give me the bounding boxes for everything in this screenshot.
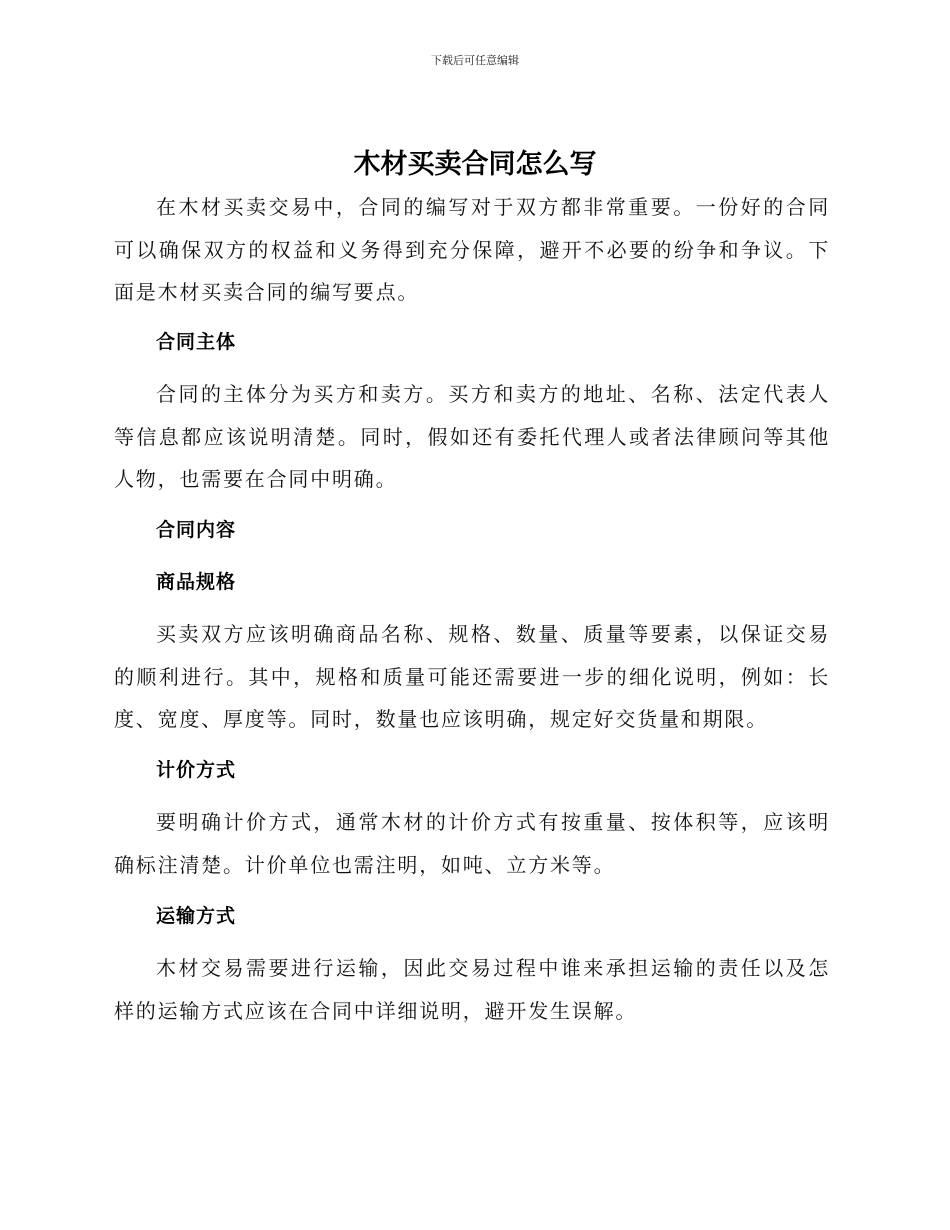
section-heading-pricing: 计价方式 [156, 759, 237, 781]
document-title: 木材买卖合同怎么写 [353, 149, 597, 180]
section-heading-contract-content: 合同内容 [156, 519, 237, 541]
intro-paragraph: 在木材买卖交易中，合同的编写对于双方都非常重要。一份好的合同可以确保双方的权益和义务得到充分保障，避开不必要的纷争和争议。下面是木材买卖合同的编写要点。 [114, 195, 830, 304]
section-heading-product-specs: 商品规格 [156, 571, 237, 593]
section-body-pricing: 要明确计价方式，通常木材的计价方式有按重量、按体积等，应该明确标注清楚。计价单位也需注明，如吨、立方米等。 [114, 810, 830, 877]
section-body-contract-parties: 合同的主体分为买方和卖方。买方和卖方的地址、名称、法定代表人等信息都应该说明清楚。同时，假如还有委托代理人或者法律顾问等其他人物，也需要在合同中明确。 [114, 382, 830, 491]
section-body-product-specs: 买卖双方应该明确商品名称、规格、数量、质量等要素，以保证交易的顺利进行。其中，规格和质量可能还需要进一步的细化说明，例如：长度、宽度、厚度等。同时，数量也应该明确，规定好交货量和期限。 [114, 622, 830, 731]
section-body-transport: 木材交易需要进行运输，因此交易过程中谁来承担运输的责任以及怎样的运输方式应该在合同中详细说明，避开发生误解。 [114, 956, 830, 1023]
page-header-note: 下载后可任意编辑 [431, 54, 519, 67]
section-heading-transport: 运输方式 [156, 905, 237, 927]
section-heading-contract-parties: 合同主体 [156, 331, 237, 353]
